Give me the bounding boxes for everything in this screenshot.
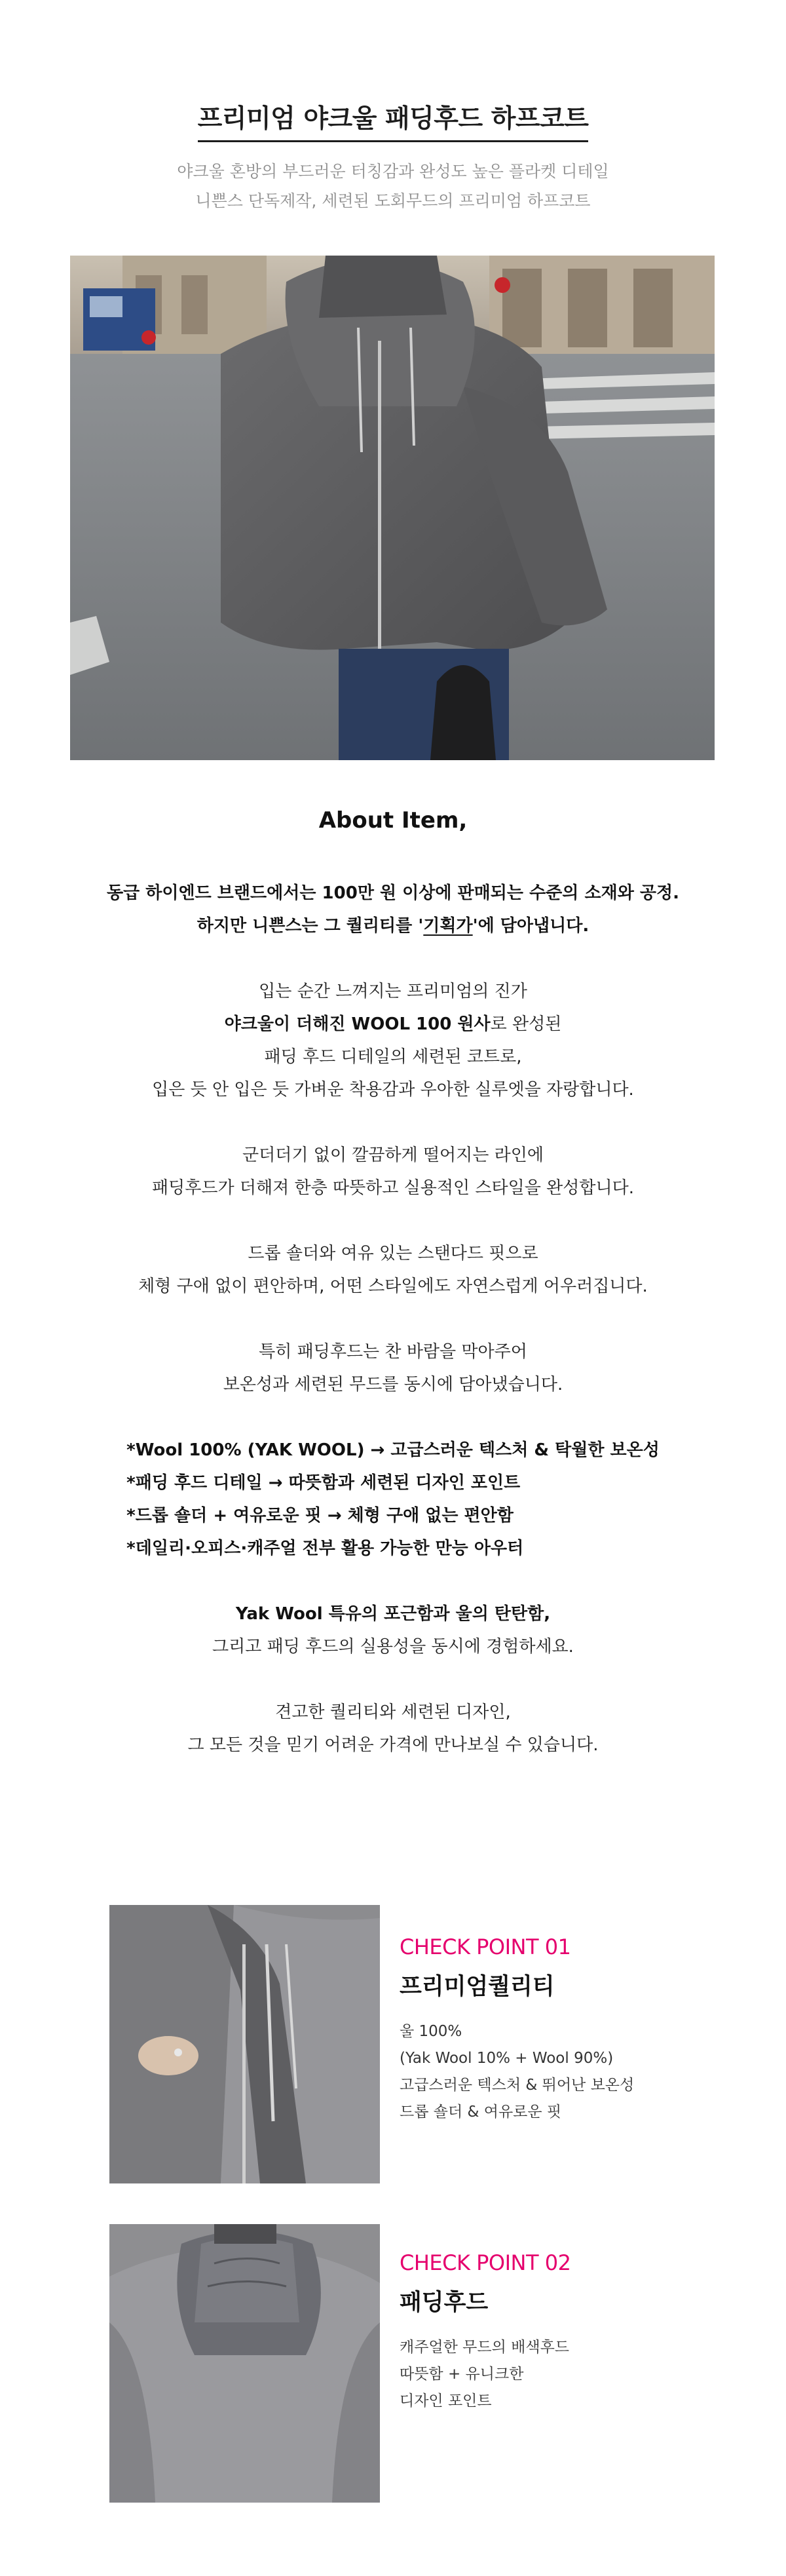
about-text: 보온성과 세련된 무드를 동시에 담아냈습니다. (223, 1375, 563, 1394)
check-point-lines (400, 2018, 634, 2126)
about-text: 입는 순간 느껴지는 프리미엄의 진가 (259, 982, 527, 1001)
highlight-text: 야크울이 더해진 WOOL 100 원사 (224, 1014, 491, 1034)
about-text: 견고한 퀄리티와 세련된 디자인, (275, 1702, 511, 1722)
about-body (0, 877, 786, 1761)
about-text: 체형 구애 없이 편안하며, 어떤 스타일에도 자연스럽게 어우러집니다. (138, 1277, 648, 1296)
check-point-line: 드롭 숄더 & 여유로운 핏 (400, 2104, 562, 2121)
about-text (197, 916, 590, 936)
about-text (225, 1014, 562, 1034)
about-paragraph (0, 975, 786, 1106)
check-point-line: 고급스러운 텍스처 & 뛰어난 보온성 (400, 2077, 635, 2094)
about-text-part: 로 완성된 (490, 1014, 562, 1034)
feature-points (126, 1434, 660, 1565)
check-point-line: (Yak Wool 10% + Wool 90%) (400, 2050, 614, 2067)
check-point-text (400, 2250, 571, 2415)
about-text-part: 하지만 니쁜스는 그 퀄리티를 ' (196, 916, 424, 936)
about-text-part: '에 담아냅니다. (472, 916, 590, 936)
check-point-line: 캐주얼한 무드의 배색후드 (400, 2339, 570, 2356)
about-paragraph (0, 1598, 786, 1663)
about-text: 군더더기 없이 깔끔하게 떨어지는 라인에 (242, 1145, 544, 1165)
about-paragraph (0, 1336, 786, 1401)
check-point-heading: 프리미엄퀄리티 (400, 1974, 555, 2000)
about-text: 패딩 후드 디테일의 세련된 코트로, (264, 1047, 522, 1067)
check-point-photo (109, 2224, 380, 2503)
feature-point: *패딩 후드 디테일 → 따뜻함과 세련된 디자인 포인트 (126, 1473, 521, 1493)
about-paragraph (0, 1696, 786, 1761)
about-text: 입은 듯 안 입은 듯 가벼운 착용감과 우아한 실루엣을 자랑합니다. (152, 1080, 634, 1100)
check-point-photo (109, 1905, 380, 2183)
check-point-line: 디자인 포인트 (400, 2393, 492, 2410)
check-point-label: CHECK POINT 02 (400, 2250, 571, 2275)
about-text: 그리고 패딩 후드의 실용성을 동시에 경험하세요. (212, 1637, 574, 1657)
about-text: Yak Wool 특유의 포근함과 울의 탄탄함, (235, 1604, 551, 1624)
about-section (0, 807, 786, 1794)
check-point-lines (400, 2334, 571, 2415)
product-title: 프리미엄 야크울 패딩후드 하프코트 (198, 98, 589, 142)
about-paragraph (0, 1139, 786, 1204)
check-point-text (400, 1934, 634, 2126)
check-point-line: 울 100% (400, 2023, 462, 2040)
highlight-text: 기획가 (423, 916, 473, 936)
check-point-01 (109, 1905, 699, 2183)
about-paragraph (0, 1237, 786, 1303)
feature-point: *Wool 100% (YAK WOOL) → 고급스러운 텍스처 & 탁월한 보온성 (126, 1440, 660, 1460)
about-title: About Item, (318, 807, 468, 834)
about-text: 동급 하이엔드 브랜드에서는 100만 원 이상에 판매되는 수준의 소재와 공정. (107, 883, 679, 903)
subtitle-line: 야크울 혼방의 부드러운 터칭감과 완성도 높은 플라켓 디테일 (177, 162, 609, 181)
product-header (0, 98, 786, 216)
about-text: 특히 패딩후드는 찬 바람을 막아주어 (259, 1342, 527, 1362)
about-paragraph (0, 877, 786, 942)
hero-photo (70, 256, 715, 760)
about-text: 패딩후드가 더해져 한층 따뜻하고 실용적인 스타일을 완성합니다. (152, 1178, 634, 1198)
check-point-line: 따뜻함 + 유니크한 (400, 2366, 524, 2383)
check-point-heading: 패딩후드 (400, 2290, 489, 2316)
product-subtitle (0, 157, 786, 216)
feature-point: *드롭 숄더 + 여유로운 핏 → 체형 구애 없는 편안함 (126, 1506, 514, 1526)
about-points-paragraph (0, 1434, 786, 1565)
feature-point: *데일리·오피스·캐주얼 전부 활용 가능한 만능 아우터 (126, 1539, 524, 1558)
about-text: 드롭 숄더와 여유 있는 스탠다드 핏으로 (248, 1244, 538, 1263)
check-point-02 (109, 2224, 699, 2503)
check-point-label: CHECK POINT 01 (400, 1934, 571, 1959)
subtitle-line: 니쁜스 단독제작, 세련된 도회무드의 프리미엄 하프코트 (195, 191, 591, 210)
about-text: 그 모든 것을 믿기 어려운 가격에 만나보실 수 있습니다. (187, 1735, 599, 1755)
